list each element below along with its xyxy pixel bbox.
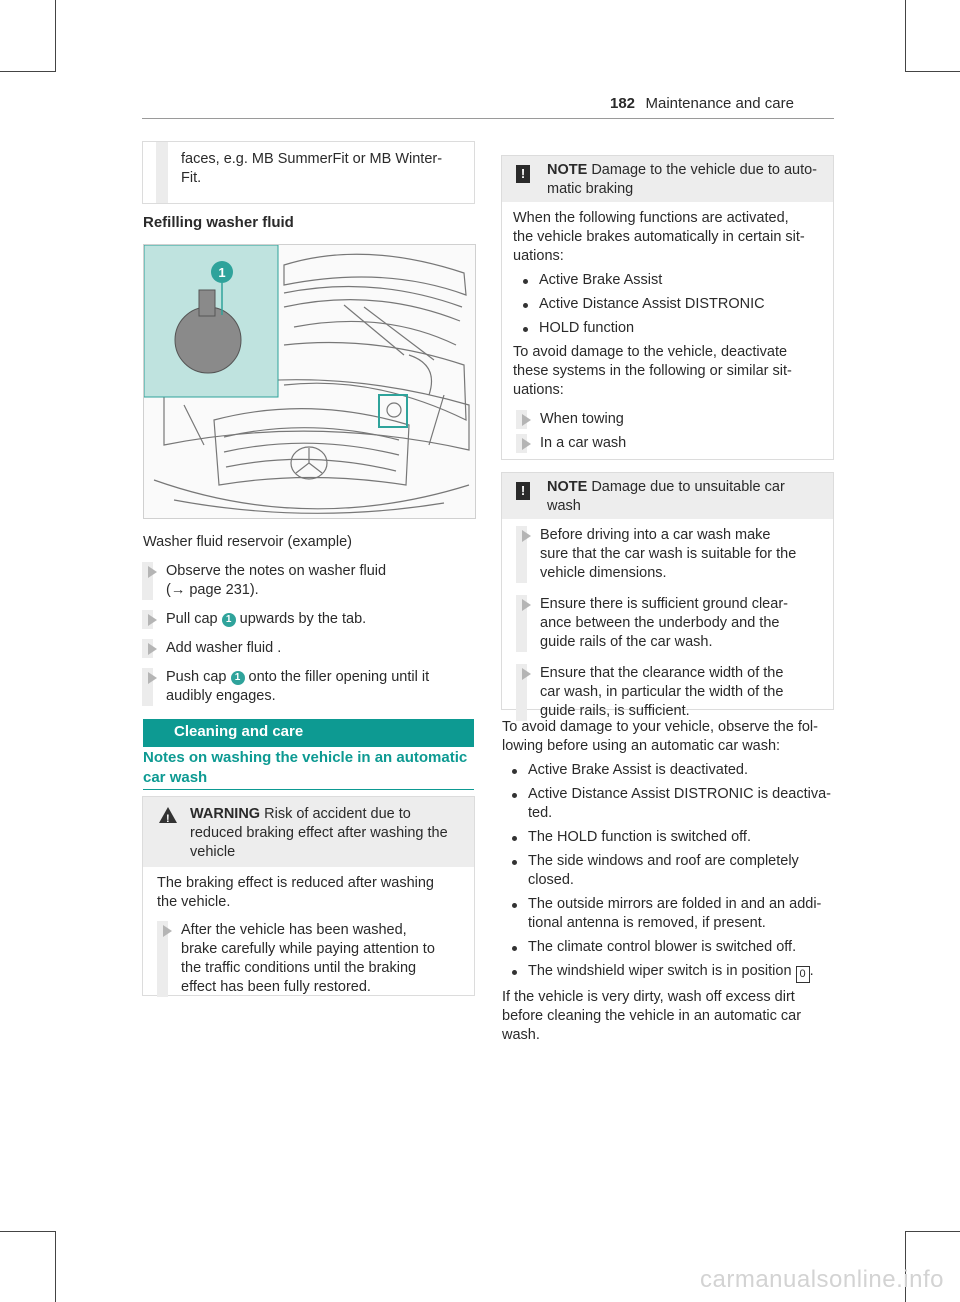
- car-wash-instructions: [502, 718, 837, 1045]
- page-header: [610, 95, 834, 113]
- step-text: Ensure there is sufficient ground clear-: [540, 596, 788, 612]
- note-body: When the following functions are activated,: [513, 210, 789, 226]
- step-text: After the vehicle has been washed,: [181, 922, 407, 938]
- step-text: In a car wash: [540, 435, 627, 451]
- note-step: [502, 595, 822, 652]
- continued-text-2: Fit.: [181, 170, 202, 186]
- step-text: guide rails, is sufficient.: [540, 703, 690, 719]
- note-step: [502, 410, 822, 429]
- section-bar-cleaning: Cleaning and care: [143, 719, 474, 747]
- callout-1: 1: [231, 671, 245, 685]
- note-title: wash: [547, 498, 581, 514]
- note-icon: !: [516, 482, 530, 500]
- subheading-car-wash: [143, 748, 474, 788]
- warning-label: WARNING: [190, 806, 261, 822]
- step-pull-cap: [128, 610, 468, 629]
- step-text: ance between the underbody and the: [540, 615, 780, 631]
- warning-step: [143, 921, 501, 997]
- washer-fluid-figure: [143, 244, 476, 519]
- engine-bay-illustration: [144, 245, 475, 518]
- note-label: NOTE: [547, 479, 588, 495]
- step-text: Before driving into a car wash make: [540, 527, 771, 543]
- note-label: NOTE: [547, 162, 588, 178]
- step-text: Ensure that the clearance width of the: [540, 665, 784, 681]
- step-push-cap: [128, 668, 468, 706]
- subheading-line: Notes on washing the vehicle in an automatic: [143, 749, 468, 766]
- note-body: these systems in the following or similar sit-: [513, 363, 792, 379]
- watermark: carmanualsonline.info: [700, 1266, 944, 1293]
- bullet-item: The windshield wiper switch is in position 0 .: [502, 962, 837, 983]
- page-number: 182: [610, 95, 636, 112]
- continued-box: [142, 141, 475, 204]
- paragraph: before cleaning the vehicle in an automatic car: [502, 1008, 802, 1024]
- warning-icon: !: [159, 807, 177, 823]
- note-box-automatic-braking: [501, 155, 834, 460]
- bullet-item: HOLD function: [513, 319, 828, 338]
- subheading-line: car wash: [143, 769, 208, 786]
- subheading-rule: [143, 789, 474, 790]
- step-text: upwards by the tab.: [239, 611, 367, 627]
- step-text: onto the filler opening until it: [248, 669, 430, 685]
- continued-text: faces, e.g. MB SummerFit or MB Winter-: [181, 151, 443, 167]
- refill-steps: [128, 562, 468, 716]
- note-step: [502, 526, 822, 583]
- wiper-position-symbol: 0: [796, 966, 810, 983]
- bullet-item: Active Distance Assist DISTRONIC: [513, 295, 828, 314]
- header-rule: [142, 118, 834, 119]
- step-text: audibly engages.: [166, 688, 276, 704]
- step-text: car wash, in particular the width of the: [540, 684, 784, 700]
- step-text: Observe the notes on washer fluid: [166, 563, 387, 579]
- warning-body: the vehicle.: [157, 894, 231, 910]
- step-text: When towing: [540, 411, 624, 427]
- note-title: Damage due to unsuitable car: [591, 479, 785, 495]
- step-text: sure that the car wash is suitable for the: [540, 546, 797, 562]
- note-body: To avoid damage to the vehicle, deactivate: [513, 344, 788, 360]
- warning-title: Risk of accident due to: [264, 806, 411, 822]
- note-icon: !: [516, 165, 530, 183]
- note-body: the vehicle brakes automatically in certain sit-: [513, 229, 805, 245]
- note-body: uations:: [513, 382, 564, 398]
- paragraph: If the vehicle is very dirty, wash off excess dirt: [502, 989, 795, 1005]
- warning-body: The braking effect is reduced after washing: [157, 875, 435, 891]
- section-title: Maintenance and care: [645, 95, 794, 112]
- callout-1: 1: [222, 613, 236, 627]
- figure-callout-1: 1: [218, 265, 226, 280]
- step-text: Pull cap: [166, 611, 218, 627]
- bullet-item: The HOLD function is switched off.: [502, 828, 837, 847]
- step-add-fluid: [128, 639, 468, 658]
- figure-caption: Washer fluid reservoir (example): [143, 534, 352, 550]
- step-observe-notes: [128, 562, 468, 600]
- paragraph: wash.: [502, 1027, 540, 1043]
- note-step: [502, 434, 822, 453]
- note-body: uations:: [513, 248, 564, 264]
- warning-title: vehicle: [190, 844, 236, 860]
- warning-title: reduced braking effect after washing the: [190, 825, 448, 841]
- bullet-item: Active Distance Assist DISTRONIC is deactiva- ted.: [502, 785, 837, 823]
- warning-box: [142, 796, 475, 996]
- step-text: the traffic conditions until the braking: [181, 960, 417, 976]
- page-reference-link[interactable]: (→ page 231).: [166, 582, 259, 598]
- refill-heading: Refilling washer fluid: [143, 214, 294, 231]
- step-text: effect has been fully restored.: [181, 979, 371, 995]
- step-text: brake carefully while paying attention to: [181, 941, 435, 957]
- note-box-car-wash: [501, 472, 834, 719]
- bullet-item: The climate control blower is switched off.: [502, 938, 837, 957]
- bullet-item: The side windows and roof are completely closed.: [502, 852, 837, 890]
- note-title: matic braking: [547, 181, 634, 197]
- note-step: [502, 664, 822, 721]
- note-title: Damage to the vehicle due to auto-: [591, 162, 818, 178]
- step-text: guide rails of the car wash.: [540, 634, 713, 650]
- step-text: vehicle dimensions.: [540, 565, 667, 581]
- paragraph: lowing before using an automatic car wash:: [502, 738, 781, 754]
- bullet-item: Active Brake Assist: [513, 271, 828, 290]
- step-text: Add washer fluid .: [166, 640, 282, 656]
- paragraph: To avoid damage to your vehicle, observe the fol-: [502, 719, 818, 735]
- step-text: Push cap: [166, 669, 227, 685]
- bullet-item: Active Brake Assist is deactivated.: [502, 761, 837, 780]
- bullet-item: The outside mirrors are folded in and an addi- tional antenna is removed, if present.: [502, 895, 837, 933]
